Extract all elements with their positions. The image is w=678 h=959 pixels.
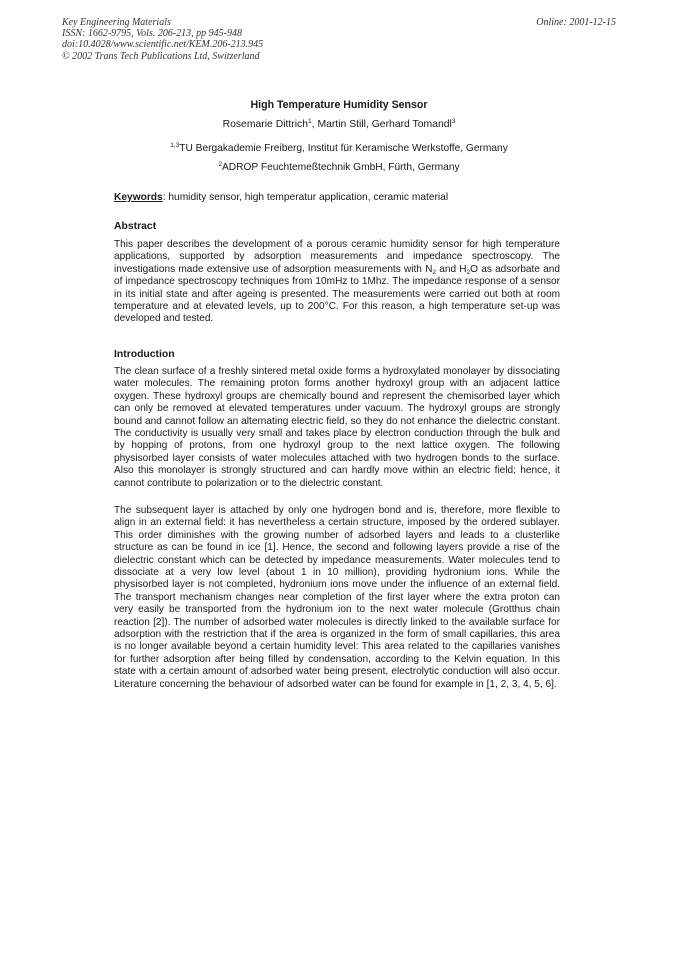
author-affiliation-mark: 3 (451, 118, 456, 125)
issn-line: ISSN: 1662-9795, Vols. 206-213, pp 945-948 (62, 28, 242, 40)
affiliation-text: ADROP Feuchtemeßtechnik GmbH, Fürth, Germany (222, 162, 460, 173)
keywords-line (114, 192, 448, 203)
affiliation-2 (0, 162, 678, 173)
online-date: Online: 2001-12-15 (536, 17, 616, 28)
affiliation-1 (0, 143, 678, 154)
introduction-paragraph-2: The subsequent layer is attached by only one hydrogen bond and is, therefore, more flexible to align in an external field: it has nevertheless a certain structure, imposed by the ordered sublayer. This order diminishes with the growing number of adsorbed layers and leads to a clusterlike structure as can be found in ice [1]. Hence, the second and following layers provide a rise of the dielectric constant which can be detected by impedance measurements. Water molecules tend to dissociate at a very low level (about 1 in 10 million), providing hydronium ions. While the physisorbed layer is not completed, hydronium ions move under the influence of an external field. The transport mechanism changes near completion of the first layer where the extra proton can very easily be transported from the hydronium ion to the next water molecule (Grotthus chain reaction [2]). The number of adsorbed water molecules is directly linked to the available surface for adsorption with the restriction that if the area is organized in the form of small capillaries, this area is no longer available beyond a certain humidity level: This area related to the capillaries vanishes for further adsorption after being filled by condensation, according to the Kelvin equation. In this state with a certain amount of adsorbed water being present, electrolytic conduction will also occur. Literature concerning the behaviour of adsorbed water can be found for example in [1, 2, 3, 4, 5, 6]. (114, 505, 560, 690)
affiliation-text: TU Bergakademie Freiberg, Institut für Keramische Werkstoffe, Germany (179, 143, 508, 154)
author-affiliation-mark: 1 (308, 118, 312, 125)
journal-header (62, 17, 263, 62)
author-name: Martin Still (317, 119, 366, 130)
author-list (0, 119, 678, 130)
affiliation-mark: 1,3 (170, 142, 180, 149)
abstract-paragraph (114, 239, 560, 326)
keywords-label: Keywords (114, 192, 163, 203)
subscript: 2 (466, 268, 471, 276)
copyright-line: © 2002 Trans Tech Publications Ltd, Switzerland (62, 50, 260, 62)
author-separator: , (311, 119, 318, 130)
author-name: Gerhard Tomandl (371, 119, 452, 130)
keywords-text: : humidity sensor, high temperatur application, ceramic material (162, 192, 449, 203)
author-name: Rosemarie Dittrich (222, 119, 309, 130)
abstract-text: O as adsorbate and of impedance spectroscopy techniques from 10mHz to 1Mhz. The impedance response of a sensor in its initial state and after ageing is presented. The measurements were carried out both at room temperature and at elevated levels, up to 200°C. For this reason, a high temperature set-up was developed and tested. (114, 263, 560, 325)
journal-name: Key Engineering Materials (62, 17, 171, 28)
affiliation-mark: 2 (218, 161, 222, 168)
introduction-heading: Introduction (114, 349, 175, 360)
abstract-text: This paper describes the development of a porous ceramic humidity sensor for high temperature applications, supported by adsorption measurements and impedance spectroscopy. The investigations made extensive use of adsorption measurements with N (114, 239, 560, 275)
author-separator: , (365, 119, 372, 130)
abstract-text: and H (436, 263, 467, 275)
abstract-heading: Abstract (114, 221, 157, 232)
subscript: 2 (432, 268, 437, 276)
introduction-paragraph-1: The clean surface of a freshly sintered metal oxide forms a hydroxylated monolayer by dissociating water molecules. The remaining proton forms another hydroxyl group with an adjacent lattice oxygen. These hydroxyl groups are chemically bound and represent the chemisorbed layer which can only be removed at elevated temperatures under vacuum. The hydroxyl groups are strongly bound and cannot follow an alternating electric field, so they do not enhance the dielectric constant. The conductivity is usually very small and takes place by electron conduction through the bulk and by hopping of protons, from one hydroxyl group to the next lattice oxygen. The following physisorbed layer consists of water molecules attached with two hydrogen bonds to the surface. Also this monolayer is strongly structured and can hardly move within an electric field; hence, it cannot contribute to polarization or to the dielectric constant. (114, 366, 560, 489)
doi-link[interactable]: doi:10.4028/www.scientific.net/KEM.206-213.945 (62, 39, 264, 51)
paper-title: High Temperature Humidity Sensor (250, 99, 428, 111)
